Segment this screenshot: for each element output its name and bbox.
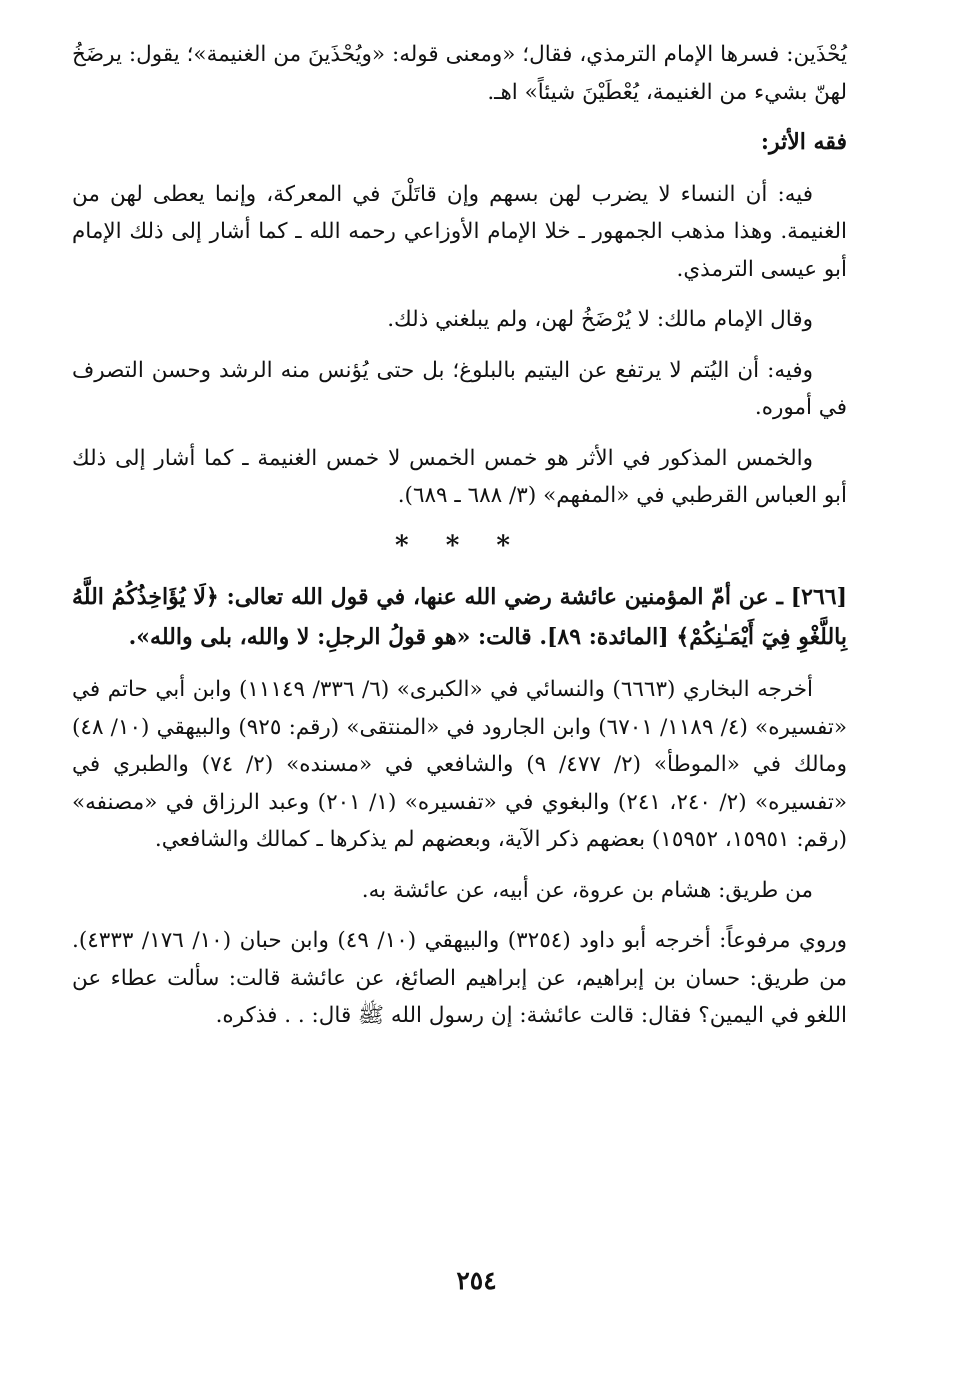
marfu-paragraph: وروي مرفوعاً: أخرجه أبو داود (٣٢٥٤) والبيهقي (١٠/ ٤٩) وابن حبان (١٠/ ١٧٦/ ٤٣٣٣). من طريق: حسان بن إبراهيم، عن إبراهيم الصائغ، عن عائشة قالت: سألت عطاء عن اللغو في اليمين؟ فقال: قالت عائشة: إن رسول الله ﷺ قال: . . فذكره. bbox=[72, 928, 848, 1028]
fiqh-paragraph-3: وفيه: أن اليُتم لا يرتفع عن اليتيم بالبلوغ؛ بل حتى يُؤنس منه الرشد وحسن التصرف في أموره. bbox=[72, 357, 847, 420]
fiqh-paragraph-4: والخمس المذكور في الأثر هو خمس الخمس لا خمس الغنيمة ـ كما أشار إلى ذلك أبو العباس القرطبي في «المفهم» (٣/ ٦٨٨ ـ ٦٨٩). bbox=[72, 445, 847, 508]
isnad-paragraph: من طريق: هشام بن عروة، عن أبيه، عن عائشة به. bbox=[361, 877, 813, 903]
page-number: ٢٥٤ bbox=[456, 1266, 497, 1295]
page-body bbox=[72, 36, 847, 1048]
section-separator: * * * bbox=[395, 530, 524, 561]
section-heading: فقه الأثر: bbox=[760, 129, 847, 155]
hadith-text: [٢٦٦] ـ عن أمّ المؤمنين عائشة رضي الله عنها، في قول الله تعالى: ﴿لَا يُؤَاخِذُكُمُ اللَّهُ بِاللَّغْوِ فِيٓ أَيْمَـٰنِكُمْ﴾ [المائدة: ٨٩]. قالت: «هو قولُ الرجلِ: لا والله، بلى والله». bbox=[72, 584, 847, 650]
fiqh-paragraph-1: فيه: أن النساء لا يضرب لهن بسهم وإن قاتَلْنَ في المعركة، وإنما يعطى لهن من الغنيمة. وهذا مذهب الجمهور ـ خلا الإمام الأوزاعي رحمه الله ـ كما أشار إلى ذلك الإمام أبو عيسى الترمذي. bbox=[72, 181, 847, 282]
takhrij-paragraph: أخرجه البخاري (٦٦٦٣) والنسائي في «الكبرى» (٦/ ٣٣٦/ ١١١٤٩) وابن أبي حاتم في «تفسيره» (٤/ ١١٨٩/ ٦٧٠١) وابن الجارود في «المنتقى» (رقم: ٩٢٥) والبيهقي (١٠/ ٤٨) ومالك في «الموطأ» (٢/ ٤٧٧/ ٩) والشافعي في «مسنده» (٢/ ٧٤) والطبري في «تفسيره» (٢/ ٢٤٠، ٢٤١) والبغوي في «تفسيره» (١/ ٢٠١) وعبد الرزاق في «مصنفه» (رقم: ١٥٩٥١، ١٥٩٥٢) بعضهم ذكر الآية، وبعضهم لم يذكرها ـ كمالك والشافعي. bbox=[72, 677, 848, 852]
fiqh-paragraph-2: وقال الإمام مالك: لا يُرْضَخُ لهن، ولم يبلغني ذلك. bbox=[387, 307, 813, 332]
intro-paragraph: يُحْذَين: فسرها الإمام الترمذي، فقال؛ «ومعنى قوله: «ويُحْذَينَ من الغنيمة»؛ يقول: يرضَخُ لهنّ بشيء من الغنيمة، يُعْطَيْنَ شيئاً» اهـ. bbox=[72, 42, 847, 105]
